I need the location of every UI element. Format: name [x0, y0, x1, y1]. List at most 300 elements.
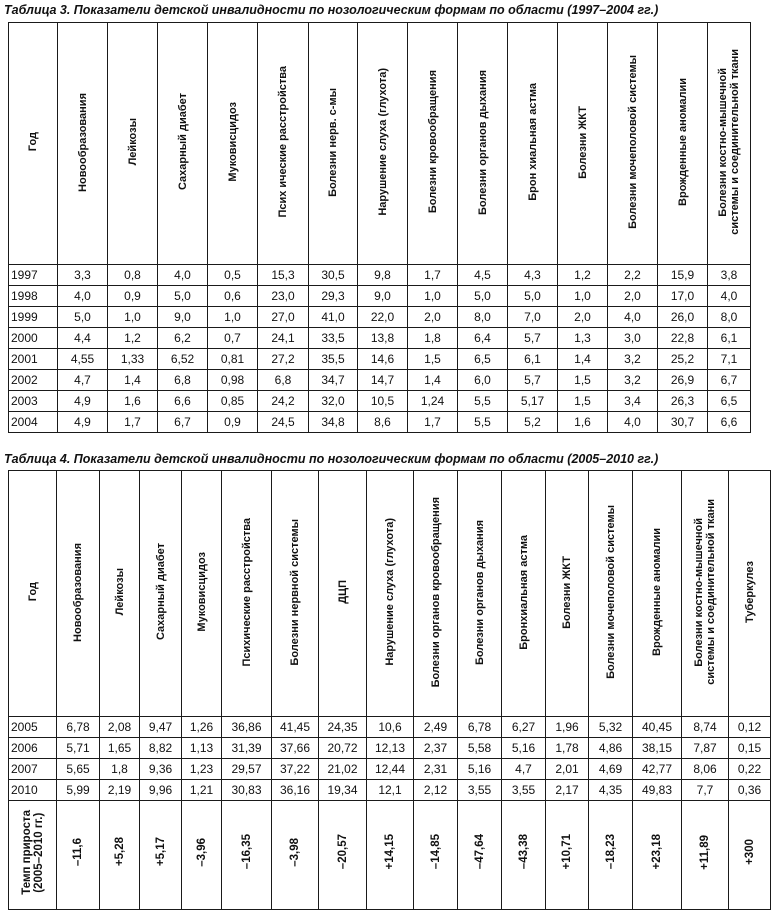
table-cell: 32,0: [309, 391, 358, 412]
table-cell: 17,0: [658, 286, 708, 307]
table-cell: 1,65: [100, 738, 140, 759]
table4-header-label: Новообразования: [72, 542, 84, 642]
table-cell: 2,2: [608, 265, 658, 286]
table-cell: 12,44: [367, 759, 414, 780]
table4-header-label: Нарушение слуха (глухота): [384, 518, 396, 666]
table4-header-label: Болезни органов кровообращения: [429, 496, 442, 688]
table4-header-col-8: [367, 471, 414, 717]
table-cell: 1,5: [558, 370, 608, 391]
table-cell: 4,0: [708, 286, 751, 307]
table-cell: 27,2: [258, 349, 309, 370]
table-cell: 6,4: [458, 328, 508, 349]
table3-header-col-7: [358, 23, 408, 265]
table-cell: 4,55: [58, 349, 108, 370]
table3-header-col-4: [208, 23, 258, 265]
table3-header-col-13: [658, 23, 708, 265]
table-cell: 19,34: [319, 780, 367, 801]
table-cell: 5,17: [508, 391, 558, 412]
table-cell: 5,58: [458, 738, 502, 759]
table-cell: 0,15: [729, 738, 771, 759]
table-cell: 15,3: [258, 265, 309, 286]
table-cell: 6,6: [158, 391, 208, 412]
table-cell: 6,5: [708, 391, 751, 412]
table-cell: 29,57: [222, 759, 272, 780]
table3-header-label: Болезни костно-мышечной системы и соединительной ткани: [717, 49, 741, 235]
table-cell: 30,83: [222, 780, 272, 801]
table3-header-col-3: [158, 23, 208, 265]
table-cell: 0,9: [108, 286, 158, 307]
table-cell: 6,0: [458, 370, 508, 391]
table4-header-label: Болезни мочеполовой системы: [604, 505, 617, 679]
table3-header-col-2: [108, 23, 158, 265]
table4-header-label: Сахарный диабет: [154, 543, 167, 641]
table-cell: 15,9: [658, 265, 708, 286]
table-cell: 6,78: [57, 717, 100, 738]
table-cell: 8,0: [458, 307, 508, 328]
table-cell: 22,0: [358, 307, 408, 328]
table-cell: 4,7: [58, 370, 108, 391]
table-cell: 5,0: [58, 307, 108, 328]
table-cell: 1,78: [546, 738, 589, 759]
table-cell: 24,5: [258, 412, 309, 433]
table-cell: 5,71: [57, 738, 100, 759]
table3-header-col-8: [408, 23, 458, 265]
table-cell: 6,6: [708, 412, 751, 433]
table-cell: 0,8: [108, 265, 158, 286]
table-cell: 9,47: [140, 717, 182, 738]
growth-rate-cell: [589, 801, 633, 910]
growth-rate-text: –20,57: [336, 834, 349, 870]
table-cell: 42,77: [633, 759, 682, 780]
table-cell: 9,96: [140, 780, 182, 801]
year-cell: 2010: [9, 780, 57, 801]
table-row: [9, 265, 751, 286]
table4-body: [9, 717, 771, 910]
table3-header-label: Год: [27, 132, 39, 152]
table-cell: 24,2: [258, 391, 309, 412]
table-cell: 6,27: [502, 717, 546, 738]
table-cell: 6,5: [458, 349, 508, 370]
table-cell: 2,0: [558, 307, 608, 328]
growth-rate-row: [9, 801, 771, 910]
table-cell: 1,5: [408, 349, 458, 370]
table-cell: 8,74: [682, 717, 729, 738]
table4-header-col-9: [414, 471, 458, 717]
table3-header-label: Болезни нерв. с-мы: [327, 87, 339, 197]
table-row: [9, 717, 771, 738]
table-cell: 5,16: [502, 738, 546, 759]
table3-header-col-6: [309, 23, 358, 265]
growth-rate-cell: [546, 801, 589, 910]
table-cell: 26,3: [658, 391, 708, 412]
table-cell: 1,7: [108, 412, 158, 433]
table4-header-col-13: [589, 471, 633, 717]
year-cell: 2004: [9, 412, 58, 433]
table-cell: 2,08: [100, 717, 140, 738]
growth-rate-text: +5,17: [154, 837, 167, 867]
table-cell: 8,6: [358, 412, 408, 433]
table-cell: 4,7: [502, 759, 546, 780]
table3-header-label: Болезни мочеполовой системы: [626, 55, 639, 229]
table-cell: 41,45: [272, 717, 319, 738]
table-cell: 21,02: [319, 759, 367, 780]
year-cell: 2000: [9, 328, 58, 349]
table-cell: 1,21: [182, 780, 222, 801]
table4-header-label: Лейкозы: [113, 568, 126, 616]
table-cell: 0,81: [208, 349, 258, 370]
table-cell: 3,55: [458, 780, 502, 801]
table4-header-col-14: [633, 471, 682, 717]
growth-rate-cell: [414, 801, 458, 910]
growth-rate-text: –3,98: [289, 837, 301, 867]
table4-header-col-6: [272, 471, 319, 717]
table-cell: 1,26: [182, 717, 222, 738]
table-cell: 8,0: [708, 307, 751, 328]
growth-rate-cell: [57, 801, 100, 910]
table-cell: 22,8: [658, 328, 708, 349]
table-cell: 4,0: [58, 286, 108, 307]
table-row: [9, 412, 751, 433]
table-cell: 6,8: [258, 370, 309, 391]
table-row: [9, 780, 771, 801]
table-cell: 1,24: [408, 391, 458, 412]
table-cell: 14,7: [358, 370, 408, 391]
table3-header-label: Болезни кровообращения: [426, 70, 439, 214]
table-cell: 1,8: [408, 328, 458, 349]
year-cell: 2003: [9, 391, 58, 412]
table-cell: 2,0: [408, 307, 458, 328]
table-cell: 38,15: [633, 738, 682, 759]
table3-header-row: [9, 23, 751, 265]
year-cell: 1998: [9, 286, 58, 307]
table-cell: 3,4: [608, 391, 658, 412]
table4-header-label: Болезни ЖКТ: [561, 555, 573, 629]
table3-header-label: Нарушение слуха (глухота): [376, 68, 389, 216]
growth-rate-cell: [100, 801, 140, 910]
year-cell: 2006: [9, 738, 57, 759]
growth-rate-text: –47,64: [473, 834, 486, 870]
table-cell: 9,0: [158, 307, 208, 328]
table-cell: 5,5: [458, 391, 508, 412]
table-cell: 4,9: [58, 391, 108, 412]
table-cell: 26,9: [658, 370, 708, 391]
table3-header-label: Болезни ЖКТ: [576, 105, 589, 179]
table-cell: 2,12: [414, 780, 458, 801]
table-cell: 1,8: [100, 759, 140, 780]
table-cell: 5,0: [458, 286, 508, 307]
table4-header-col-2: [100, 471, 140, 717]
table-row: [9, 391, 751, 412]
table3-header-col-11: [558, 23, 608, 265]
table-cell: 3,3: [58, 265, 108, 286]
table-cell: 1,4: [108, 370, 158, 391]
table-cell: 7,1: [708, 349, 751, 370]
growth-rate-cell: [633, 801, 682, 910]
table-cell: 6,1: [708, 328, 751, 349]
table3-header-col-5: [258, 23, 309, 265]
table-cell: 2,49: [414, 717, 458, 738]
table-cell: 35,5: [309, 349, 358, 370]
table-cell: 6,8: [158, 370, 208, 391]
table-cell: 4,0: [608, 412, 658, 433]
table4-header-label: Болезни органов дыхания: [473, 519, 486, 665]
table-cell: 40,45: [633, 717, 682, 738]
table-cell: 3,8: [708, 265, 751, 286]
table-cell: 0,7: [208, 328, 258, 349]
table-cell: 49,83: [633, 780, 682, 801]
growth-rate-cell: [182, 801, 222, 910]
table-cell: 1,33: [108, 349, 158, 370]
table-cell: 0,98: [208, 370, 258, 391]
table-cell: 1,0: [208, 307, 258, 328]
table-cell: 0,12: [729, 717, 771, 738]
table4-header-label: Бронхиальная астма: [517, 534, 530, 650]
table-cell: 5,0: [158, 286, 208, 307]
table-cell: 1,4: [408, 370, 458, 391]
table4-header-col-7: [319, 471, 367, 717]
table3-header-label: Муковисцидоз: [226, 102, 239, 182]
table-cell: 4,69: [589, 759, 633, 780]
table-cell: 23,0: [258, 286, 309, 307]
table4-header-label: Муковисцидоз: [195, 552, 208, 632]
table-cell: 0,9: [208, 412, 258, 433]
table-cell: 5,32: [589, 717, 633, 738]
table-cell: 1,6: [108, 391, 158, 412]
table-cell: 1,2: [558, 265, 608, 286]
table4-header-label: Болезни нервной системы: [289, 518, 301, 666]
table-cell: 0,5: [208, 265, 258, 286]
table-cell: 1,0: [108, 307, 158, 328]
table-cell: 30,7: [658, 412, 708, 433]
year-cell: 2007: [9, 759, 57, 780]
table-cell: 1,6: [558, 412, 608, 433]
table-cell: 3,2: [608, 370, 658, 391]
table-row: [9, 286, 751, 307]
growth-rate-text: –3,96: [195, 837, 208, 867]
table4-header-col-1: [57, 471, 100, 717]
table-cell: 9,36: [140, 759, 182, 780]
table-cell: 5,7: [508, 328, 558, 349]
table-cell: 4,9: [58, 412, 108, 433]
table-cell: 4,0: [158, 265, 208, 286]
table-cell: 1,0: [558, 286, 608, 307]
table4-header-label: Врожденные аномалии: [651, 528, 663, 656]
growth-rate-cell: [140, 801, 182, 910]
table4-header-col-11: [502, 471, 546, 717]
growth-rate-cell: [458, 801, 502, 910]
table4-header-label: Год: [26, 582, 39, 602]
table3-header-label: Псих ические расстройства: [277, 66, 289, 218]
growth-rate-text: –14,85: [429, 834, 442, 870]
table-cell: 1,7: [408, 265, 458, 286]
table-cell: 7,7: [682, 780, 729, 801]
growth-rate-cell: [319, 801, 367, 910]
table3-header-col-10: [508, 23, 558, 265]
table3-header-label: Лейкозы: [126, 118, 139, 166]
table-cell: 6,52: [158, 349, 208, 370]
table-cell: 26,0: [658, 307, 708, 328]
table-cell: 36,16: [272, 780, 319, 801]
table-cell: 6,7: [158, 412, 208, 433]
table4-header-col-4: [182, 471, 222, 717]
table3-header-col-9: [458, 23, 508, 265]
growth-rate-text: +23,18: [651, 834, 663, 870]
table4-header-label: Болезни костно-мышечной системы и соединительной ткани: [693, 499, 717, 685]
table-cell: 1,0: [408, 286, 458, 307]
growth-rate-text: +11,89: [699, 834, 711, 870]
table-cell: 1,2: [108, 328, 158, 349]
table4-header-col-5: [222, 471, 272, 717]
table-cell: 13,8: [358, 328, 408, 349]
growth-rate-text: +10,71: [561, 834, 573, 870]
table-cell: 27,0: [258, 307, 309, 328]
table3-header-year: [9, 23, 58, 265]
table-row: [9, 349, 751, 370]
table4-header-label: ДЦП: [336, 580, 349, 604]
table-cell: 37,66: [272, 738, 319, 759]
table-cell: 29,3: [309, 286, 358, 307]
table-cell: 7,87: [682, 738, 729, 759]
table-cell: 2,19: [100, 780, 140, 801]
table3: [8, 22, 751, 433]
growth-rate-text: +300: [743, 839, 756, 865]
growth-rate-cell: [729, 801, 771, 910]
table4-header-col-3: [140, 471, 182, 717]
table-cell: 24,1: [258, 328, 309, 349]
table4-header-year: [9, 471, 57, 717]
table4: [8, 470, 771, 910]
growth-rate-cell: [682, 801, 729, 910]
table-cell: 1,13: [182, 738, 222, 759]
table-cell: 1,96: [546, 717, 589, 738]
table-cell: 34,7: [309, 370, 358, 391]
table-cell: 5,65: [57, 759, 100, 780]
year-cell: 2002: [9, 370, 58, 391]
table-cell: 12,13: [367, 738, 414, 759]
table-cell: 6,1: [508, 349, 558, 370]
year-cell: 1997: [9, 265, 58, 286]
table-cell: 2,0: [608, 286, 658, 307]
table-cell: 3,0: [608, 328, 658, 349]
table-cell: 0,85: [208, 391, 258, 412]
growth-rate-cell: [367, 801, 414, 910]
growth-rate-text: +5,28: [113, 837, 126, 867]
table-cell: 33,5: [309, 328, 358, 349]
growth-rate-label: [9, 801, 57, 910]
table-cell: 4,86: [589, 738, 633, 759]
table-cell: 6,78: [458, 717, 502, 738]
year-cell: 1999: [9, 307, 58, 328]
table3-header-label: Болезни органов дыхания: [476, 69, 489, 215]
table-cell: 0,22: [729, 759, 771, 780]
table-cell: 2,01: [546, 759, 589, 780]
table-cell: 0,6: [208, 286, 258, 307]
table-cell: 5,5: [458, 412, 508, 433]
table-cell: 30,5: [309, 265, 358, 286]
table-cell: 5,16: [458, 759, 502, 780]
table3-header-label: Брон хиальная астма: [526, 83, 539, 201]
table-cell: 3,55: [502, 780, 546, 801]
table4-caption: Таблица 4. Показатели детской инвалидности по нозологическим формам по области (2005–2010 гг.): [4, 452, 659, 466]
table-cell: 24,35: [319, 717, 367, 738]
table-cell: 36,86: [222, 717, 272, 738]
table-cell: 31,39: [222, 738, 272, 759]
table-cell: 5,0: [508, 286, 558, 307]
table3-header-label: Врожденные аномалии: [676, 78, 689, 206]
table-cell: 20,72: [319, 738, 367, 759]
table-cell: 6,7: [708, 370, 751, 391]
growth-rate-text: Темп прироста (2005–2010 гг.): [20, 809, 45, 895]
table-row: [9, 328, 751, 349]
table-cell: 12,1: [367, 780, 414, 801]
table-cell: 5,2: [508, 412, 558, 433]
table-cell: 5,99: [57, 780, 100, 801]
table-cell: 1,4: [558, 349, 608, 370]
table-row: [9, 738, 771, 759]
growth-rate-text: –18,23: [604, 834, 617, 870]
table-cell: 4,4: [58, 328, 108, 349]
table-cell: 2,37: [414, 738, 458, 759]
table4-header-col-10: [458, 471, 502, 717]
table-cell: 9,0: [358, 286, 408, 307]
table4-header-col-12: [546, 471, 589, 717]
growth-rate-cell: [272, 801, 319, 910]
table4-header-label: Психические расстройства: [240, 517, 253, 667]
table3-header-col-14: [708, 23, 751, 265]
table3-header-label: Новообразования: [76, 92, 89, 192]
growth-rate-text: +14,15: [384, 834, 396, 870]
table3-body: [9, 265, 751, 433]
year-cell: 2001: [9, 349, 58, 370]
growth-rate-cell: [222, 801, 272, 910]
table-cell: 37,22: [272, 759, 319, 780]
table4-header-col-15: [682, 471, 729, 717]
table-cell: 3,2: [608, 349, 658, 370]
table4-header-row: [9, 471, 771, 717]
table-cell: 1,5: [558, 391, 608, 412]
table-cell: 4,0: [608, 307, 658, 328]
growth-rate-cell: [502, 801, 546, 910]
table-cell: 1,23: [182, 759, 222, 780]
table-row: [9, 307, 751, 328]
table-cell: 5,7: [508, 370, 558, 391]
growth-rate-text: –43,38: [517, 834, 530, 870]
table-row: [9, 370, 751, 391]
year-cell: 2005: [9, 717, 57, 738]
table-cell: 1,7: [408, 412, 458, 433]
table-cell: 2,31: [414, 759, 458, 780]
table-cell: 14,6: [358, 349, 408, 370]
table-cell: 10,5: [358, 391, 408, 412]
table-cell: 2,17: [546, 780, 589, 801]
table3-header-col-1: [58, 23, 108, 265]
growth-rate-text: –11,6: [72, 837, 84, 867]
table-cell: 6,2: [158, 328, 208, 349]
table-cell: 4,3: [508, 265, 558, 286]
table-cell: 10,6: [367, 717, 414, 738]
table-cell: 4,35: [589, 780, 633, 801]
table-cell: 8,06: [682, 759, 729, 780]
table-cell: 1,3: [558, 328, 608, 349]
table-cell: 0,36: [729, 780, 771, 801]
growth-rate-text: –16,35: [240, 834, 253, 870]
table-row: [9, 759, 771, 780]
table-cell: 9,8: [358, 265, 408, 286]
table3-header-col-12: [608, 23, 658, 265]
table3-header-label: Сахарный диабет: [176, 93, 189, 191]
table4-header-col-16: [729, 471, 771, 717]
table-cell: 8,82: [140, 738, 182, 759]
